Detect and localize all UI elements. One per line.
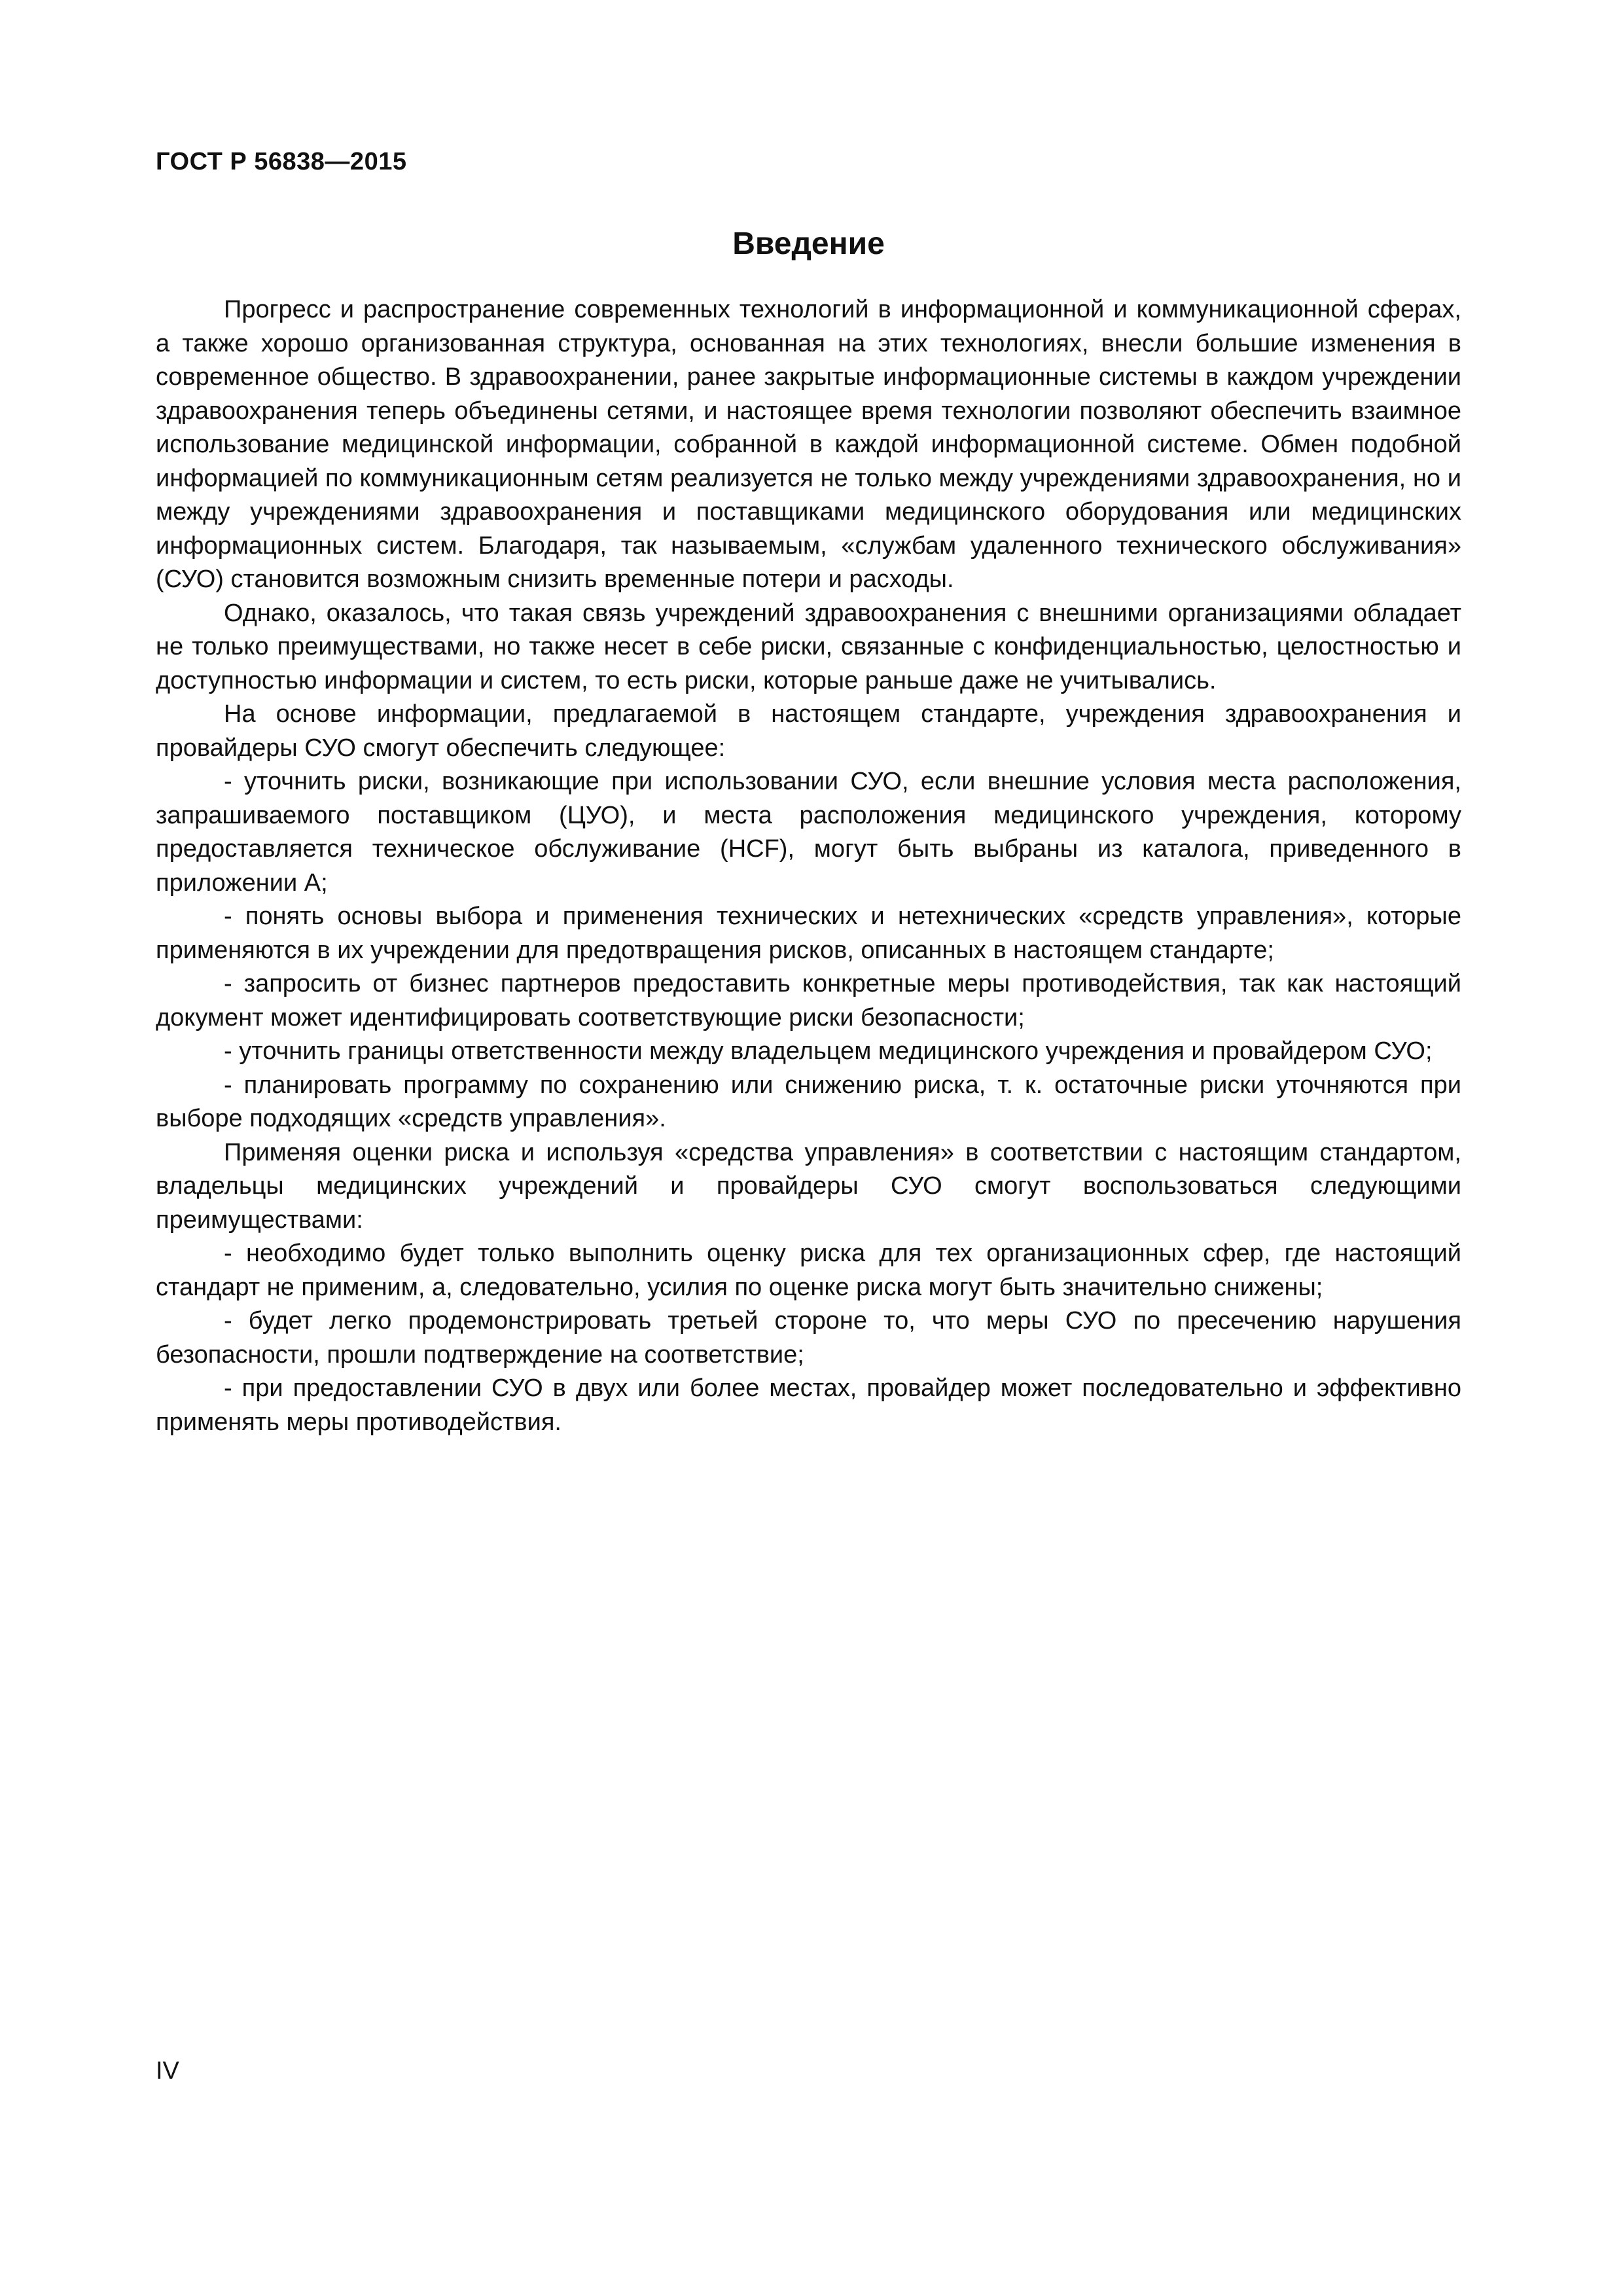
- list-item: - уточнить риски, возникающие при использовании СУО, если внешние условия места расположения, запрашиваемого поставщиком (ЦУО), и места расположения медицинского учреждения, которому предоставляется техническое обслуживание (HCF), могут быть выбраны из каталога, приведенного в приложении А;: [156, 768, 1461, 897]
- list-item: - уточнить границы ответственности между владельцем медицинского учреждения и провайдером СУО;: [224, 1037, 1433, 1065]
- list-item: - при предоставлении СУО в двух или более местах, провайдер может последовательно и эффективно применять меры противодействия.: [156, 1374, 1461, 1436]
- body-text: [156, 293, 1461, 1439]
- list-item: - необходимо будет только выполнить оценку риска для тех организационных сфер, где настоящий стандарт не применим, а, следовательно, усилия по оценке риска могут быть значительно снижены;: [156, 1240, 1461, 1301]
- list-item: - планировать программу по сохранению или снижению риска, т. к. остаточные риски уточняются при выборе подходящих «средств управления».: [156, 1071, 1461, 1132]
- list-item: - запросить от бизнес партнеров предоставить конкретные меры противодействия, так как настоящий документ может идентифицировать соответствующие риски безопасности;: [156, 970, 1461, 1031]
- list-item: - понять основы выбора и применения технических и нетехнических «средств управления», которые применяются в их учреждении для предотвращения рисков, описанных в настоящем стандарте;: [156, 903, 1461, 964]
- paragraph: Применяя оценки риска и используя «средства управления» в соответствии с настоящим стандартом, владельцы медицинских учреждений и провайдеры СУО смогут воспользоваться следующими преимуществами:: [156, 1138, 1461, 1234]
- paragraph: Однако, оказалось, что такая связь учреждений здравоохранения с внешними организациями обладает не только преимуществами, но также несет в себе риски, связанные с конфиденциальностью, целостностью и доступностью информации и систем, то есть риски, которые раньше даже не учитывались.: [156, 599, 1461, 694]
- paragraph: На основе информации, предлагаемой в настоящем стандарте, учреждения здравоохранения и провайдеры СУО смогут обеспечить следующее:: [156, 700, 1461, 762]
- list-item: - будет легко продемонстрировать третьей стороне то, что меры СУО по пресечению нарушения безопасности, прошли подтверждение на соответствие;: [156, 1307, 1461, 1369]
- section-title: Введение: [732, 226, 885, 261]
- paragraph: Прогресс и распространение современных технологий в информационной и коммуникационной сферах, а также хорошо организованная структура, основанная на этих технологиях, внесли большие изменения в современное общество. В здравоохранении, ранее закрытые информационные системы в каждом учреждении здравоохранения теперь объединены сетями, и настоящее время технологии позволяют обеспечить взаимное использование медицинской информации, собранной в каждой информационной системе. Обмен подобной информацией по коммуникационным сетям реализуется не только между учреждениями здравоохранения, но и между учреждениями здравоохранения и поставщиками медицинского оборудования или медицинских информационных систем. Благодаря, так называемым, «службам удаленного технического обслуживания» (СУО) становится возможным снизить временные потери и расходы.: [156, 296, 1461, 593]
- page-number: IV: [156, 2057, 179, 2085]
- document-code: ГОСТ Р 56838—2015: [156, 148, 407, 175]
